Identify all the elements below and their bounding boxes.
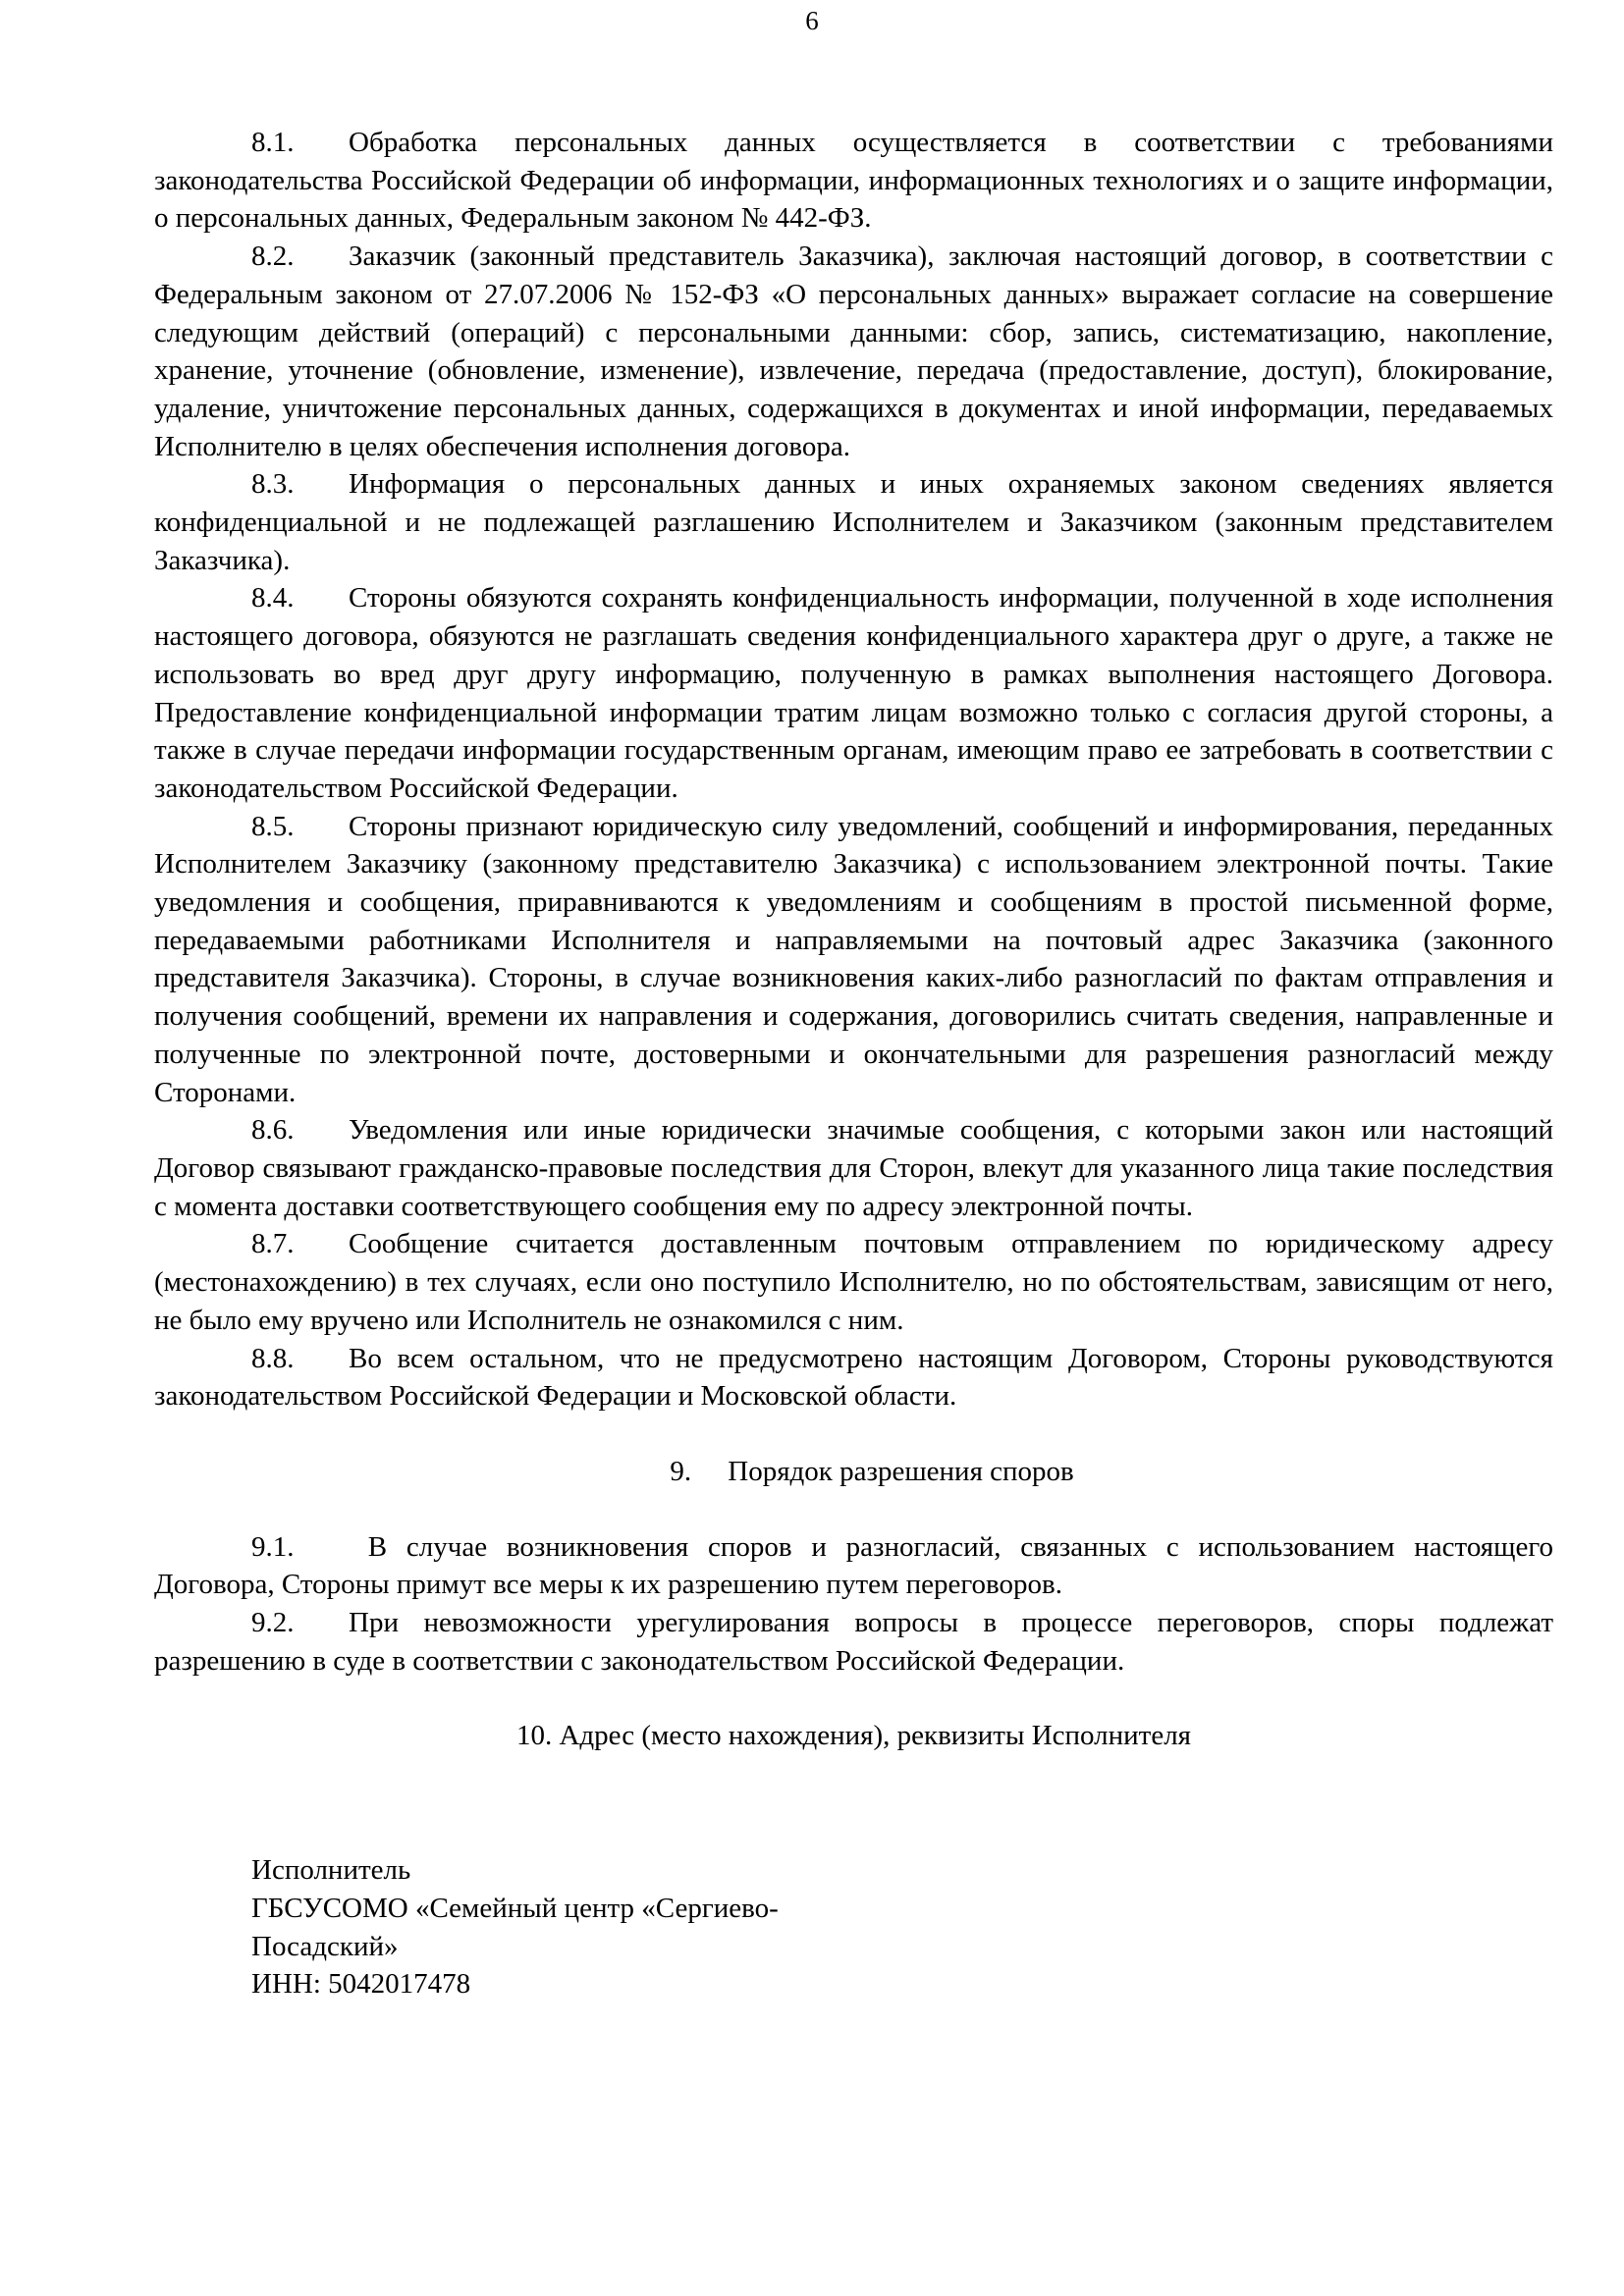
executor-requisites [251,1851,1553,2003]
section-10-heading: 10. Адрес (место нахождения), реквизиты Исполнителя [515,1720,1192,1752]
clause-number: 9.1. [251,1530,295,1563]
clause-text: Информация о персональных данных и иных охраняемых законом сведениях является конфиденциальной и не подлежащей разглашению Исполнителем и Заказчиком (законным представителем Заказчика). [154,468,1553,576]
clause-8-7 [154,1225,1553,1339]
clause-text: При невозможности урегулирования вопросы в процессе переговоров, споры подлежат разрешению в суде в соответствии с законодательством Российской Федерации. [154,1607,1553,1677]
clause-text: Заказчик (законный представитель Заказчика), заключая настоящий договор, в соответствии с Федеральным законом от 27.07.2006 № 152-ФЗ «О персональных данных» выражает согласие на совершение следующим действий (операций) с персональными данными: сбор, запись, систематизацию, накопление, хранение, уточнение (обновление, изменение), извлечение, передача (предоставление, доступ), блокирование, удаление, уничтожение персональных данных, содержащихся в документах и иной информации, передаваемых Исполнителю в целях обеспечения исполнения договора. [154,240,1553,462]
spacer [154,1755,1553,1814]
clause-8-4 [154,579,1553,807]
executor-name-line2: Посадский» [251,1930,399,1962]
clause-number: 8.6. [251,1114,295,1147]
executor-inn: ИНН: 5042017478 [251,1968,471,2001]
clause-number: 9.2. [251,1607,295,1639]
spacer [154,1415,1553,1453]
section-9-heading [154,1453,1553,1491]
clause-text: Сообщение считается доставленным почтовым отправлением по юридическому адресу (местонахождению) в тех случаях, если оно поступило Исполнителю, но по обстоятельствам, зависящим от него, не было ему вручено или Исполнитель не ознакомился с ним. [154,1228,1553,1336]
executor-name-line1: ГБСУСОМО «Семейный центр «Сергиево- [251,1892,779,1924]
clause-number: 8.1. [251,127,295,158]
clause-number: 8.7. [251,1228,295,1260]
clause-number: 8.8. [251,1342,295,1374]
spacer [154,1491,1553,1528]
clause-8-5 [154,808,1553,1112]
clause-text: Обработка персональных данных осуществляется в соответствии с требованиями законодательства Российской Федерации об информации, информационных технологиях и о защите информации, о персональных данных, Федеральным законом № 442-ФЗ. [154,127,1553,235]
clause-number: 8.4. [251,582,295,614]
spacer [154,1814,1553,1851]
clause-number: 8.5. [251,810,295,842]
executor-label: Исполнитель [251,1854,411,1887]
document-body [154,124,1553,2003]
clause-text: Стороны обязуются сохранять конфиденциальность информации, полученной в ходе исполнения настоящего договора, обязуются не разглашать сведения конфиденциального характера друг о друге, а также не использовать во вред друг другу информацию, полученную в рамках выполнения настоящего Договора. Предоставление конфиденциальной информации тратим лицам возможно только с согласия другой стороны, а также в случае передачи информации государственным органам, имеющим право ее затребовать в соответствии с законодательством Российской Федерации. [154,582,1553,804]
clause-8-6 [154,1111,1553,1225]
clause-8-1 [154,124,1553,238]
clause-number: 8.3. [251,468,295,501]
clause-8-2 [154,238,1553,465]
section-title: Порядок разрешения споров [728,1455,1074,1487]
clause-number: 8.2. [251,240,295,273]
clause-text: В случае возникновения споров и разногласий, связанных с использованием настоящего Договора, Стороны примут все меры к их разрешению путем переговоров. [154,1530,1553,1601]
spacer [154,1680,1553,1717]
clause-9-1 [154,1528,1553,1604]
clause-text: Стороны признают юридическую силу уведомлений, сообщений и информирования, переданных Исполнителем Заказчику (законному представителю Заказчика) с использованием электронной почты. Такие уведомления и сообщения, приравниваются к уведомлениям и сообщениям в простой письменной форме, передаваемыми работниками Исполнителя и направляемыми на почтовый адрес Заказчика (законного представителя Заказчика). Стороны, в случае возникновения каких-либо разногласий по фактам отправления и получения сообщений, времени их направления и содержания, договорились считать сведения, направленные и полученные по электронной почте, достоверными и окончательными для разрешения разногласий между Сторонами. [154,810,1553,1108]
clause-8-3 [154,465,1553,579]
page-number: 6 [805,6,819,35]
clause-8-8 [154,1340,1553,1415]
clause-text: Уведомления или иные юридически значимые сообщения, с которыми закон или настоящий Договор связывают гражданско-правовые последствия для Сторон, влекут для указанного лица такие последствия с момента доставки соответствующего сообщения ему по адресу электронной почты. [154,1114,1553,1222]
clause-9-2 [154,1604,1553,1680]
section-number: 9. [670,1455,692,1487]
clause-text: Во всем остальном, что не предусмотрено настоящим Договором, Стороны руководствуются законодательством Российской Федерации и Московской области. [154,1342,1553,1413]
